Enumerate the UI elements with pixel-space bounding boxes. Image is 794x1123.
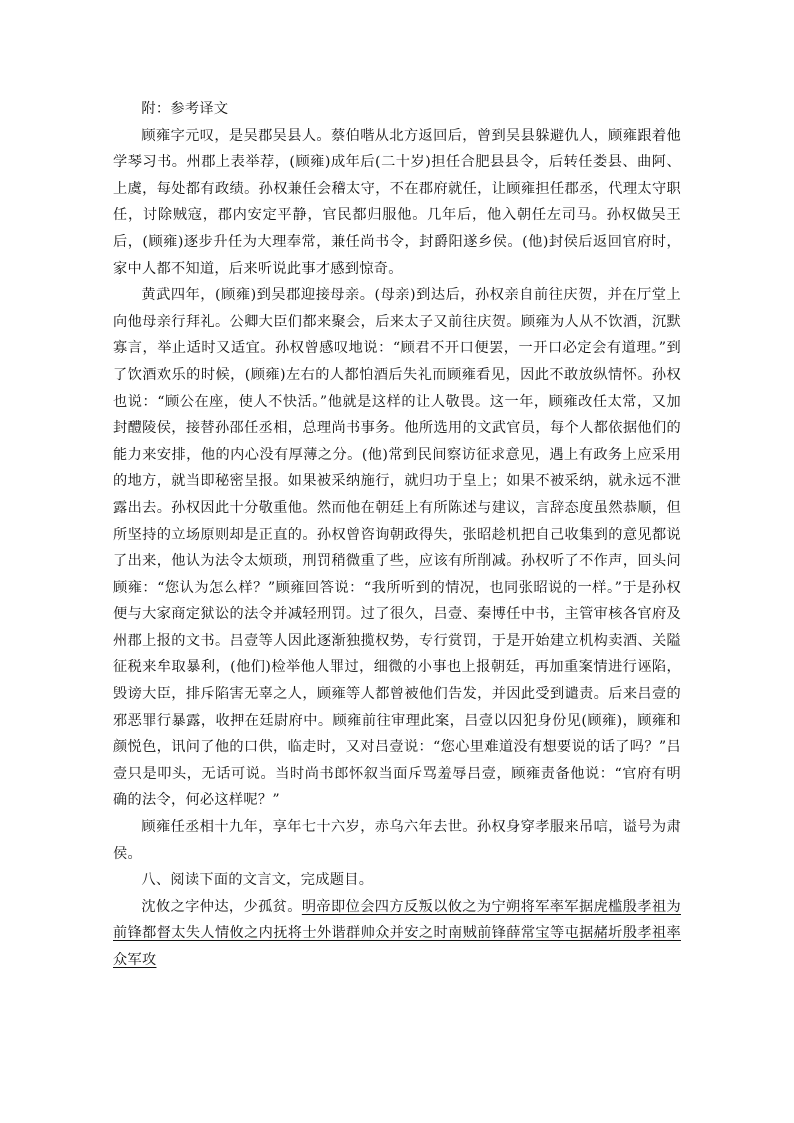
paragraph-1: 顾雍字元叹，是吴郡吴县人。蔡伯喈从北方返回后，曾到吴县躲避仇人，顾雍跟着他学琴习书。州郡上表举荐，(顾雍)成年后(二十岁)担任合肥县县令，后转任娄县、曲阿、上虞，每处都有政绩。孙权兼任会稽太守，不在郡府就任，让顾雍担任郡丞，代理太守职任，讨除贼寇，郡内安定平静，官民都归服他。几年后，他入朝任左司马。孙权做吴王后，(顾雍)逐步升任为大理奉常，兼任尚书令，封爵阳遂乡侯。(他)封侯后返回官府时，家中人都不知道，后来听说此事才感到惊奇。 (113, 127, 681, 277)
appendix-heading: 附：参考译文 (141, 101, 229, 117)
passage-plain-text: 沈攸之字仲达，少孤贫。 (141, 898, 302, 915)
question-heading: 八、阅读下面的文言文，完成题目。 (141, 872, 374, 889)
paragraph-passage (113, 894, 681, 974)
paragraph-2: 黄武四年，(顾雍)到吴郡迎接母亲。(母亲)到达后，孙权亲自前往庆贺，并在厅堂上向他母亲行拜礼。公卿大臣们都来聚会，后来太子又前往庆贺。顾雍为人从不饮酒，沉默寡言，举止适时又适宜。孙权曾感叹地说：“顾君不开口便罢，一开口必定会有道理。”到了饮酒欢乐的时候，(顾雍)左右的人都怕酒后失礼而顾雍看见，因此不敢放纵情怀。孙权也说：“顾公在座，使人不快活。”他就是这样的让人敬畏。这一年，顾雍改任太常，又加封醴陵侯，接替孙邵任丞相，总理尚书事务。他所选用的文武官员，每个人都依据他们的能力来安排，他的内心没有厚薄之分。(他)常到民间察访征求意见，遇上有政务上应采用的地方，就当即秘密呈报。如果被采纳施行，就归功于皇上；如果不被采纳，就永远不泄露出去。孙权因此十分敬重他。然而他在朝廷上有所陈述与建议，言辞态度虽然恭顺，但所坚持的立场原则却是正直的。孙权曾咨询朝政得失，张昭趁机把自己收集到的意见都说了出来，他认为法令太烦琐，刑罚稍微重了些，应该有所削减。孙权听了不作声，回头问顾雍：“您认为怎么样？”顾雍回答说：“我所听到的情况，也同张昭说的一样。”于是孙权便与大家商定狱讼的法令并减轻刑罚。过了很久，吕壹、秦博任中书，主管审核各官府及州郡上报的文书。吕壹等人因此逐渐独揽权势，专行赏罚，于是开始建立机构卖酒、关隘征税来牟取暴利，(他们)检举他人罪过，细微的小事也上报朝廷，再加重案情进行诬陷，毁谤大臣，排斥陷害无辜之人，顾雍等人都曾被他们告发，并因此受到谴责。后来吕壹的邪恶罪行暴露，收押在廷尉府中。顾雍前往审理此案，吕壹以囚犯身份见(顾雍)，顾雍和颜悦色，讯问了他的口供，临走时，又对吕壹说：“您心里难道没有想要说的话了吗？”吕壹只是叩头，无话可说。当时尚书郎怀叙当面斥骂羞辱吕壹，顾雍责备他说：“官府有明确的法令，何必这样呢？” (113, 287, 681, 809)
paragraph-3: 顾雍任丞相十九年，享年七十六岁，赤乌六年去世。孙权身穿孝服来吊唁，谥号为肃侯。 (113, 819, 681, 862)
passage-underlined-text: 明帝即位会四方反叛以攸之为宁朔将军率军据虎槛殷孝祖为前锋都督太失人情攸之内抚将士外谐群帅众并安之时南贼前锋薛常宝等屯据赭圻殷孝祖率众军攻 (113, 898, 681, 968)
document-body (113, 96, 681, 974)
